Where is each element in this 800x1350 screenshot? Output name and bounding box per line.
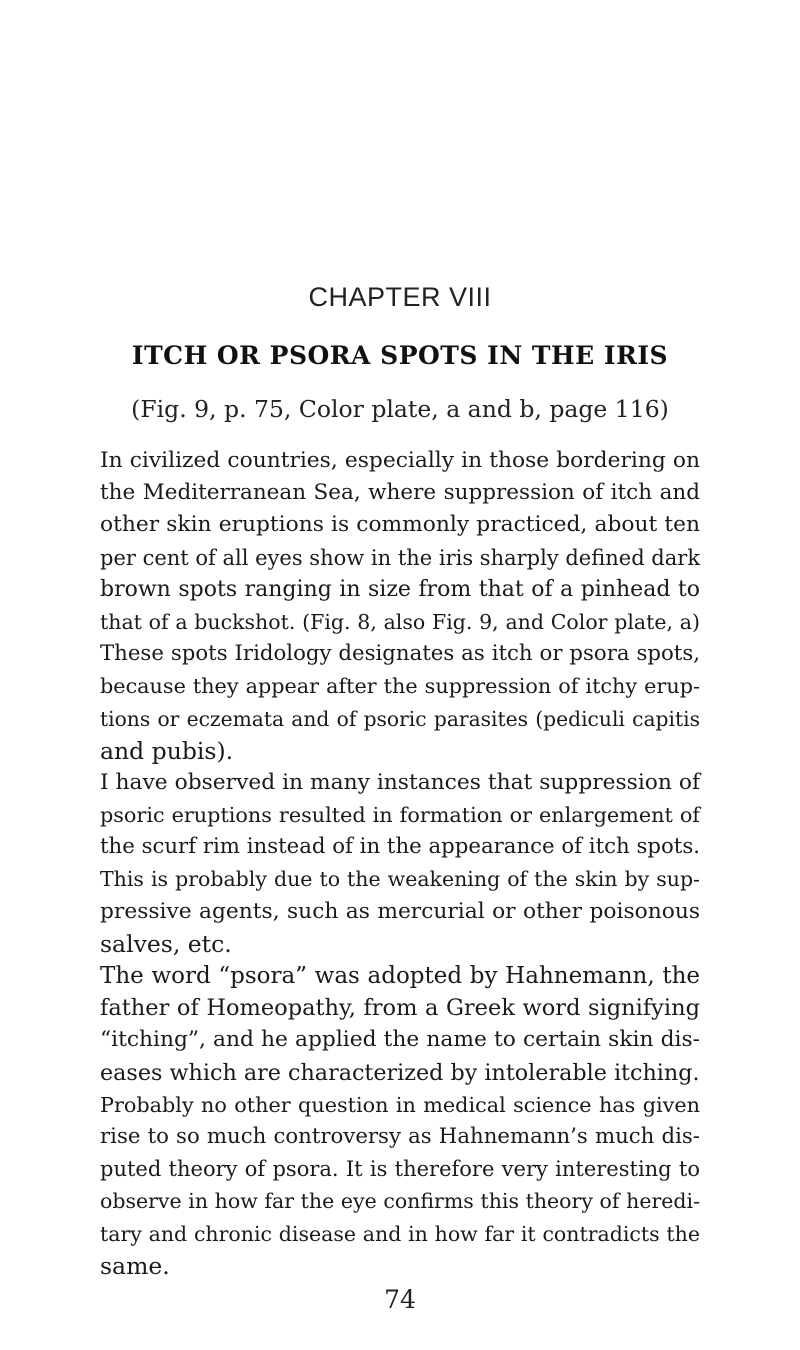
text-line: pressive agents, such as mercurial or other poisonous xyxy=(100,898,700,924)
text-line: This is probably due to the weakening of the skin by sup- xyxy=(100,867,700,892)
text-line: same. xyxy=(100,1251,170,1280)
text-line: tions or eczemata and of psoric parasites (pediculi capitis xyxy=(100,706,700,731)
chapter-title: ITCH OR PSORA SPOTS IN THE IRIS xyxy=(131,341,669,370)
body-text xyxy=(100,445,700,1282)
text-line: the Mediterranean Sea, where suppression of itch and xyxy=(100,480,700,506)
text-line: psoric eruptions resulted in formation or enlargement of xyxy=(100,803,700,828)
text-line: and pubis). xyxy=(100,736,234,765)
figure-reference: (Fig. 9, p. 75, Color plate, a and b, page 116) xyxy=(131,395,669,423)
text-line: I have observed in many instances that suppression of xyxy=(100,769,700,795)
page-number: 74 xyxy=(384,1285,416,1314)
text-line: eases which are characterized by intolerable itching. xyxy=(100,1059,700,1086)
chapter-label: CHAPTER VIII xyxy=(308,282,492,312)
text-line: puted theory of psora. It is therefore very interesting to xyxy=(100,1157,700,1182)
text-line: the scurf rim instead of in the appearance of itch spots. xyxy=(100,834,700,860)
text-line: salves, etc. xyxy=(100,929,232,958)
text-line: other skin eruptions is commonly practiced, about ten xyxy=(100,512,700,538)
text-line: per cent of all eyes show in the iris sharply defined dark xyxy=(100,545,701,570)
text-line: Probably no other question in medical science has given xyxy=(100,1092,700,1117)
text-line: The word “psora” was adopted by Hahnemann, the xyxy=(100,963,700,989)
text-line: because they appear after the suppression of itchy erup- xyxy=(100,674,700,699)
text-line: rise to so much controversy as Hahnemann’s much dis- xyxy=(100,1123,700,1149)
text-line: In civilized countries, especially in those bordering on xyxy=(100,448,700,473)
text-line: observe in how far the eye confirms this theory of heredi- xyxy=(100,1189,700,1214)
text-line: “itching”, and he applied the name to certain skin dis- xyxy=(100,1027,700,1053)
text-line: brown spots ranging in size from that of a pinhead to xyxy=(100,576,700,602)
text-line: These spots Iridology designates as itch or psora spots, xyxy=(100,641,700,667)
text-line: that of a buckshot. (Fig. 8, also Fig. 9, and Color plate, a) xyxy=(100,609,700,634)
text-line: father of Homeopathy, from a Greek word signifying xyxy=(100,995,700,1022)
text-line: tary and chronic disease and in how far it contradicts the xyxy=(100,1221,700,1246)
